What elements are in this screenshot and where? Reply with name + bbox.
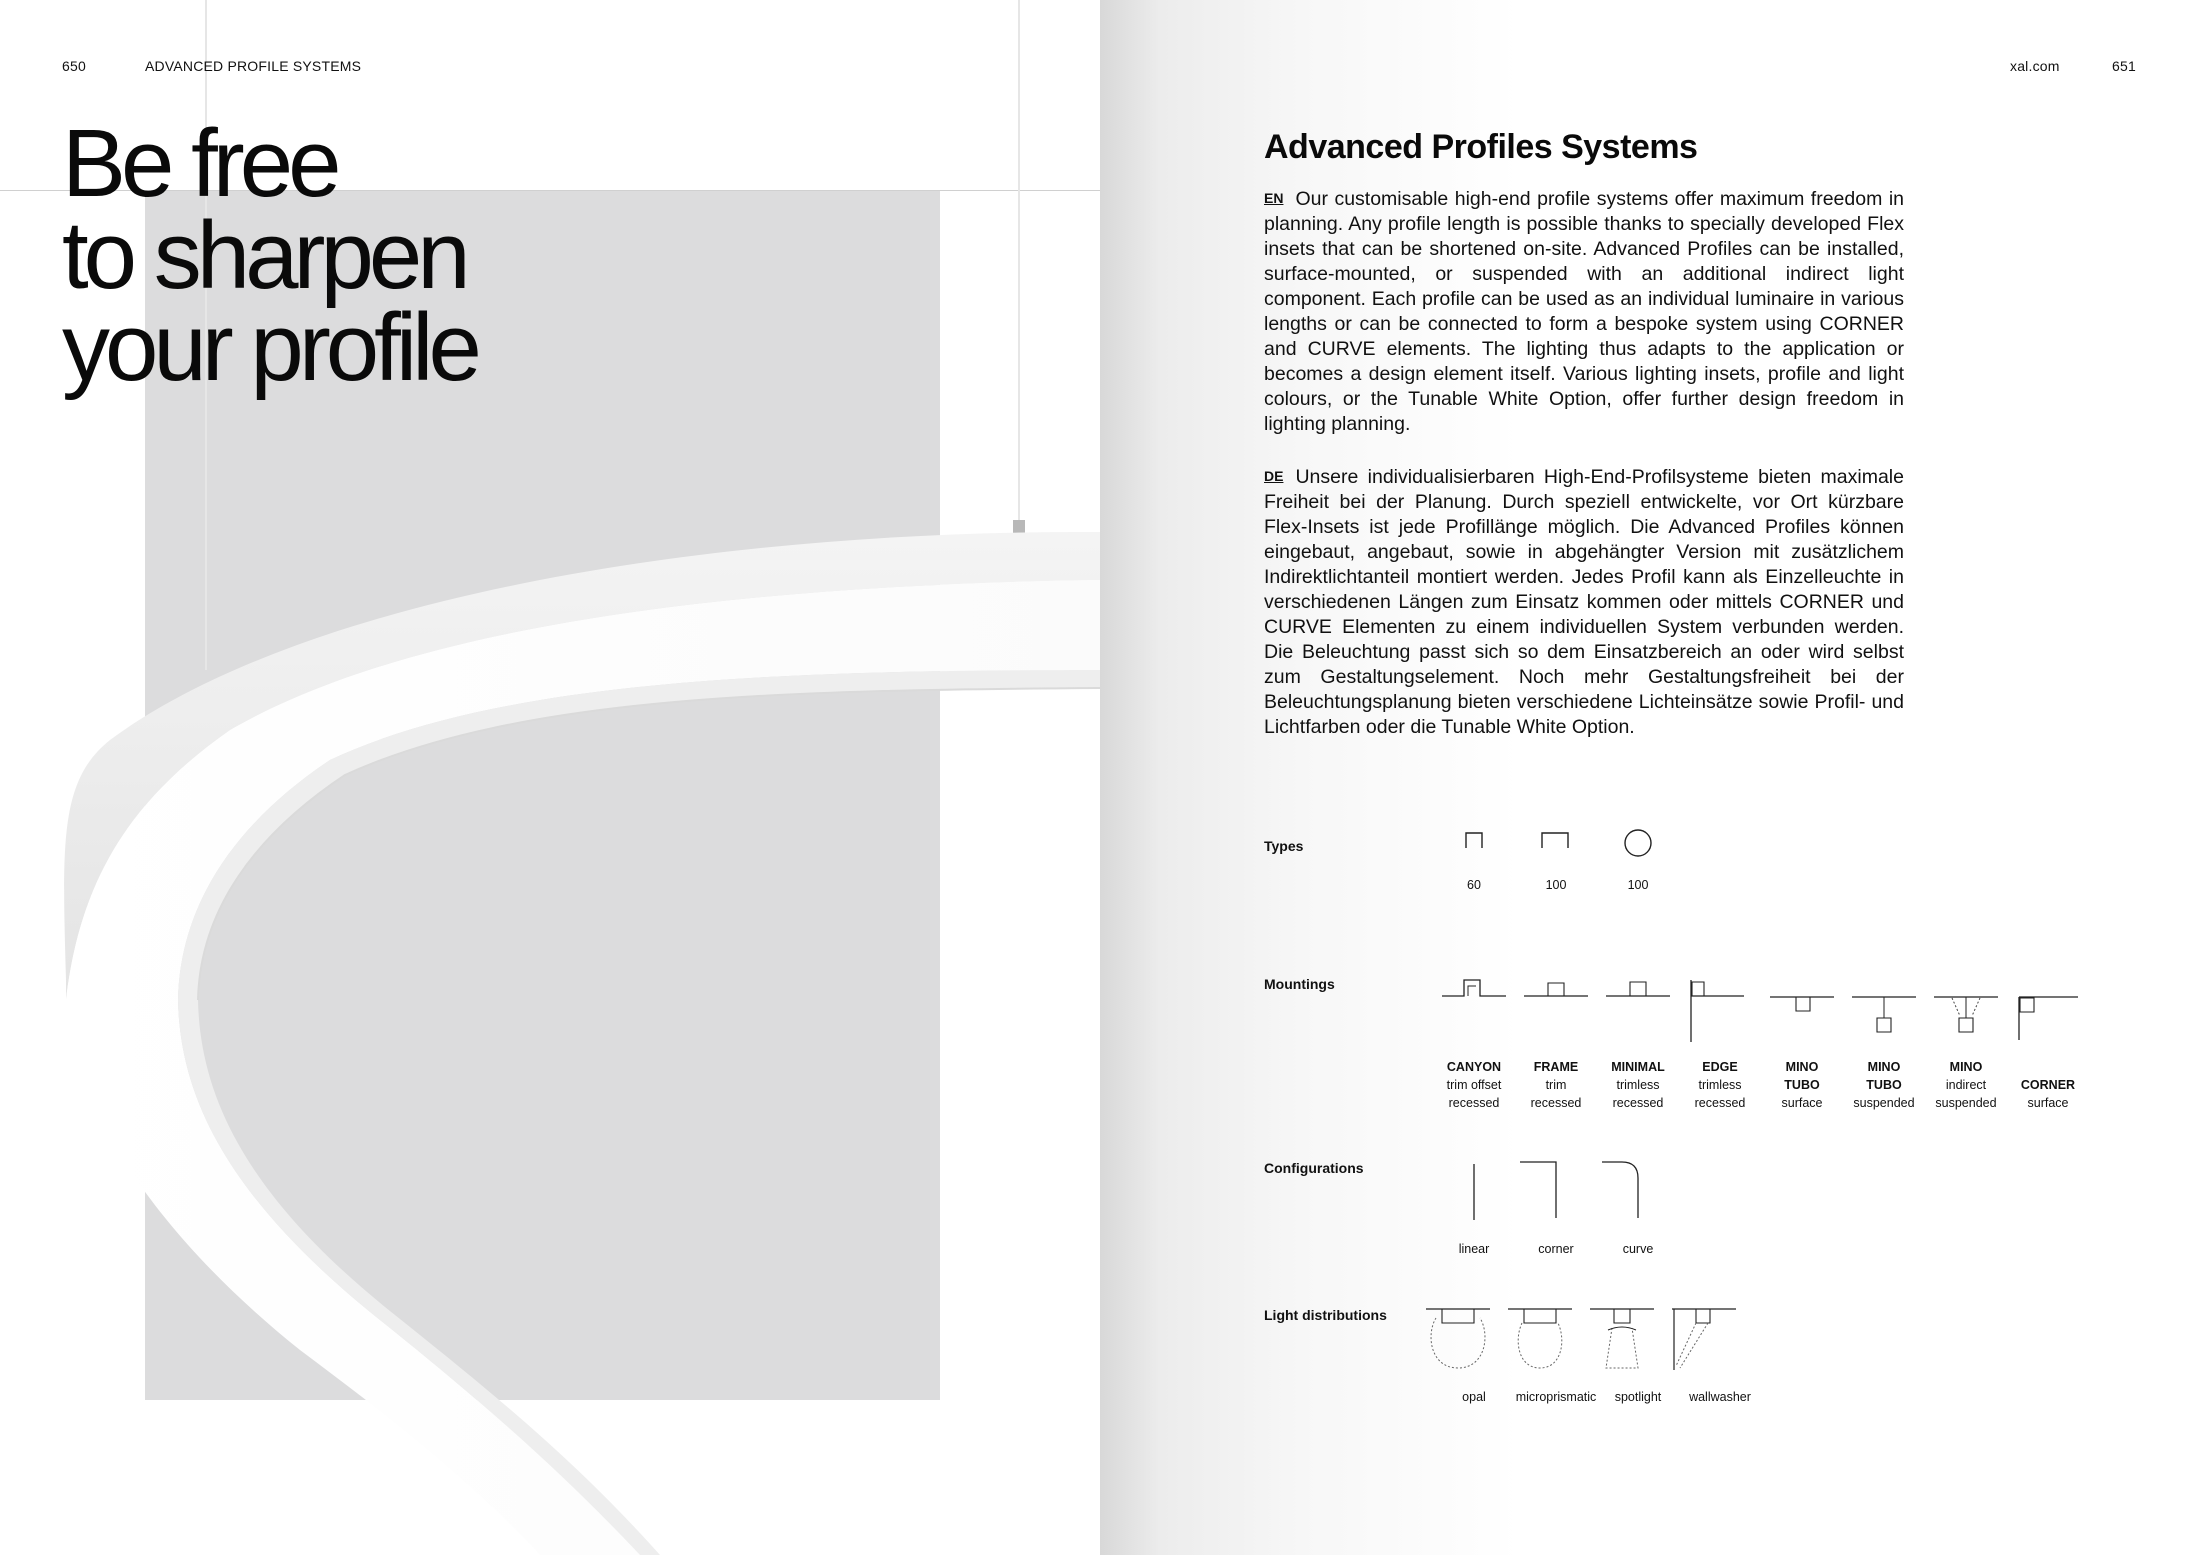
page-number-left: 650 (62, 58, 86, 74)
page-number-right: 651 (2112, 58, 2136, 74)
mounting-canyon: CANYON trim offset recessed (1446, 1060, 1502, 1110)
configurations-label: Configurations (1264, 1160, 1364, 1176)
headline-line: your profile (62, 294, 477, 401)
mounting-corner: CORNER surface (2020, 1078, 2076, 1110)
mounting-mino-indirect: MINO indirect suspended (1935, 1060, 1997, 1110)
profile-100-icon (1540, 830, 1570, 850)
distribution-microprismatic: microprismatic (1515, 1390, 1597, 1404)
canyon-icon (1442, 976, 1506, 1006)
types-label: Types (1264, 838, 1304, 854)
mounting-frame: FRAME trim recessed (1530, 1060, 1582, 1110)
mounting-minimal: MINIMAL trimless recessed (1611, 1060, 1665, 1110)
page-title: Advanced Profiles Systems (1264, 128, 1698, 166)
distribution-wallwasher: wallwasher (1689, 1390, 1751, 1404)
section-title: ADVANCED PROFILE SYSTEMS (145, 58, 362, 74)
linear-icon (1470, 1162, 1480, 1222)
mounting-mino-tubo-surface: MINO TUBO surface (1781, 1060, 1823, 1110)
frame-icon (1524, 976, 1588, 1006)
distribution-opal: opal (1462, 1390, 1486, 1404)
headline-line: to sharpen (62, 202, 466, 309)
corner-icon (2016, 994, 2080, 1044)
mino-tubo-suspended-icon (1852, 994, 1916, 1044)
curve-config-icon (1600, 1160, 1640, 1220)
ring-inner-lip (178, 670, 1100, 1555)
mountings-label: Mountings (1264, 976, 1335, 992)
config-corner: corner (1538, 1242, 1574, 1256)
distribution-spotlight: spotlight (1614, 1390, 1662, 1404)
opal-icon (1426, 1306, 1490, 1376)
type-60: 60 (1467, 878, 1481, 892)
corner-config-icon (1518, 1160, 1558, 1220)
english-description (1264, 186, 1904, 437)
website-url[interactable]: xal.com (2010, 58, 2060, 74)
mounting-edge: EDGE trimless recessed (1694, 1060, 1746, 1110)
mino-indirect-icon (1934, 994, 1998, 1044)
language-tag-de: DE (1264, 468, 1284, 484)
language-tag-en: EN (1264, 190, 1284, 206)
type-100: 100 (1545, 878, 1567, 892)
german-description (1264, 464, 1904, 740)
english-text: Our customisable high-end profile systems offer maximum freedom in planning. Any profile length is possible thanks to specially developed Flex insets that can be shortened on-site. Advanced Profiles can be installed, surface-mounted, or suspended with an additional indirect light component. Each profile can be used as an individual luminaire in various lengths or can be connected to form a bespoke system using CORNER and CURVE elements. The lighting thus adapts to the application or becomes a design element itself. Various lighting insets, profile and light colours, or the Tunable White Option, offer further design freedom in lighting planning. (1264, 188, 1904, 435)
minimal-icon (1606, 976, 1670, 1006)
microprismatic-icon (1508, 1306, 1572, 1376)
wire-connector (1013, 520, 1025, 534)
mounting-mino-tubo-suspended: MINO TUBO suspended (1853, 1060, 1915, 1110)
edge-icon (1688, 976, 1752, 1042)
light-distributions-label: Light distributions (1264, 1307, 1387, 1323)
mino-tubo-surface-icon (1770, 994, 1834, 1024)
profile-round-icon (1623, 828, 1653, 858)
spotlight-icon (1590, 1306, 1654, 1376)
headline (62, 110, 477, 401)
profile-60-icon (1464, 830, 1484, 850)
config-curve: curve (1622, 1242, 1654, 1256)
headline-line: Be free (62, 110, 337, 217)
german-text: Unsere individualisierbaren High-End-Profilsysteme bieten maximale Freiheit bei der Planung. Durch speziell entwickelte, vor Ort kürzbare Flex-Insets ist jede Profillänge möglich. Die Advanced Profiles können eingebaut, angebaut, sowie in abgehängter Version mit zusätzlichem Indirektlichtanteil montiert werden. Jedes Profil kann als Einzelleuchte in verschiedenen Längen zum Einsatz kommen oder mittels CORNER und CURVE Elementen zu einem individuellen System verbunden werden. Die Beleuchtung passt sich so dem Einsatzbereich an oder wird selbst zum Gestaltungselement. Noch mehr Gestaltungsfreiheit bei der Beleuchtungsplanung bieten verschiedene Lichteinsätze sowie Profil- und Lichtfarben oder die Tunable White Option. (1264, 466, 1904, 738)
config-linear: linear (1458, 1242, 1490, 1256)
wallwasher-icon (1672, 1306, 1736, 1376)
type-100-round: 100 (1627, 878, 1649, 892)
